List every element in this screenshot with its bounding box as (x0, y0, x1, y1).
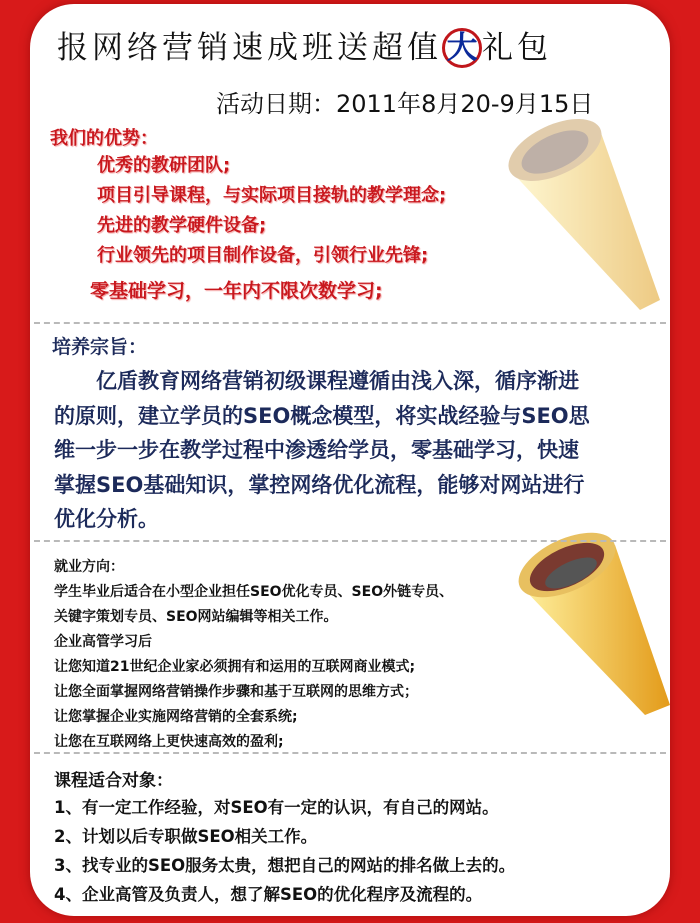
circled-character: 大 (442, 28, 482, 68)
goal-line: 亿盾教育网络营销初级课程遵循由浅入深，循序渐进 (54, 369, 579, 393)
goal-line: 的原则，建立学员的SEO概念模型，将实战经验与SEO思 (54, 403, 590, 428)
career-line: 让您知道21世纪企业家必须拥有和运用的互联网商业模式; (54, 659, 416, 675)
event-date: 活动日期：2011年8月20-9月15日 (216, 90, 594, 118)
megaphone-icon (490, 110, 680, 320)
target-item: 2、计划以后专职做SEO相关工作。 (54, 827, 318, 846)
career-heading: 就业方向： (54, 559, 124, 575)
goal-line: 优化分析。 (54, 507, 159, 531)
megaphone-icon (505, 525, 685, 725)
goal-line: 掌握SEO基础知识，掌控网络优化流程，能够对网站进行 (54, 472, 585, 497)
target-item: 4、企业高管及负责人，想了解SEO的优化程序及流程的。 (54, 885, 483, 904)
advantage-item: 优秀的教研团队; (97, 155, 231, 176)
target-item: 3、找专业的SEO服务太贵，想把自己的网站的排名做上去的。 (54, 856, 516, 875)
title-text-end: 礼包 (482, 30, 552, 66)
career-line: 让您全面掌握网络营销操作步骤和基于互联网的思维方式； (54, 684, 418, 700)
target-heading: 课程适合对象： (54, 771, 173, 791)
target-item: 1、有一定工作经验，对SEO有一定的认识，有自己的网站。 (54, 798, 499, 817)
goal-heading: 培养宗旨： (52, 336, 148, 358)
divider (34, 752, 666, 754)
goal-paragraph (54, 364, 654, 537)
career-line: 关键字策划专员、SEO网站编辑等相关工作。 (54, 609, 338, 625)
divider (34, 540, 666, 542)
divider (34, 322, 666, 324)
career-line: 学生毕业后适合在小型企业担任SEO优化专员、SEO外链专员、 (54, 584, 454, 600)
career-line: 让您掌握企业实施网络营销的全套系统; (54, 709, 298, 725)
career-line: 企业高管学习后 (54, 634, 152, 650)
career-line: 让您在互联网络上更快速高效的盈利; (54, 734, 284, 750)
advantage-item: 行业领先的项目制作设备，引领行业先锋; (97, 245, 429, 266)
goal-line: 维一步一步在教学过程中渗透给学员，零基础学习，快速 (54, 438, 579, 462)
advantages-heading: 我们的优势： (50, 128, 158, 149)
advantage-item: 项目引导课程，与实际项目接轨的教学理念; (97, 185, 447, 206)
advantage-item: 零基础学习，一年内不限次数学习; (90, 280, 383, 302)
title-text: 报网络营销速成班送超值 (57, 30, 442, 66)
poster-title (57, 22, 552, 68)
advantage-item: 先进的教学硬件设备; (97, 215, 267, 236)
